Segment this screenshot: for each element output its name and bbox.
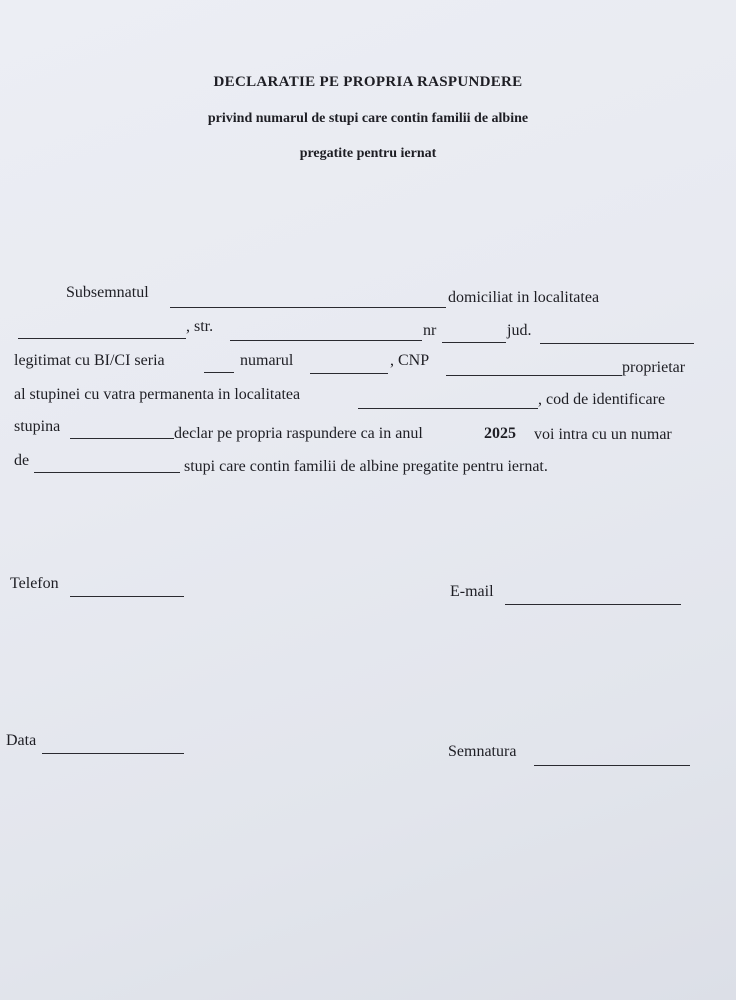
label-voi-intra: voi intra cu un numar (534, 426, 672, 443)
label-jud: jud. (507, 322, 532, 339)
label-semnatura: Semnatura (448, 743, 517, 760)
label-data: Data (6, 732, 37, 749)
blank-semnatura[interactable] (534, 745, 690, 766)
document-title: DECLARATIE PE PROPRIA RASPUNDERE (213, 74, 523, 90)
label-telefon: Telefon (10, 575, 59, 592)
document-subtitle-2: pregatite pentru iernat (299, 146, 437, 161)
blank-nr[interactable] (442, 322, 506, 343)
label-stupinei: al stupinei cu vatra permanenta in localitatea (14, 386, 301, 403)
label-stupi: stupi care contin familii de albine pregatite pentru iernat. (184, 458, 548, 475)
blank-cod-stupina[interactable] (70, 418, 174, 439)
document-subtitle-1: privind numarul de stupi care contin familii de albine (207, 111, 529, 126)
label-declar: declar pe propria raspundere ca in anul (174, 425, 423, 442)
label-str: , str. (186, 318, 214, 335)
label-de: de (14, 452, 30, 469)
year-value: 2025 (484, 425, 516, 442)
label-numarul: numarul (240, 352, 294, 369)
blank-numar-stupi[interactable] (34, 452, 180, 473)
blank-localitate-stupina[interactable] (358, 388, 538, 409)
blank-data[interactable] (42, 733, 184, 754)
label-email: E-mail (450, 583, 494, 600)
blank-name[interactable] (170, 287, 446, 308)
blank-telefon[interactable] (70, 576, 184, 597)
blank-judet[interactable] (540, 323, 694, 344)
blank-email[interactable] (505, 584, 681, 605)
label-proprietar: proprietar (622, 359, 686, 376)
blank-seria[interactable] (204, 352, 234, 373)
blank-numarul[interactable] (310, 353, 388, 374)
label-cod: , cod de identificare (538, 391, 666, 408)
blank-cnp[interactable] (446, 355, 622, 376)
label-legitimat: legitimat cu BI/CI seria (14, 352, 165, 369)
label-nr: nr (423, 322, 437, 339)
label-cnp: , CNP (390, 352, 430, 369)
label-stupina: stupina (14, 418, 61, 435)
blank-strada[interactable] (230, 320, 422, 341)
label-subsemnatul: Subsemnatul (66, 284, 149, 301)
blank-localitate[interactable] (18, 318, 186, 339)
label-domiciliat: domiciliat in localitatea (448, 289, 600, 306)
